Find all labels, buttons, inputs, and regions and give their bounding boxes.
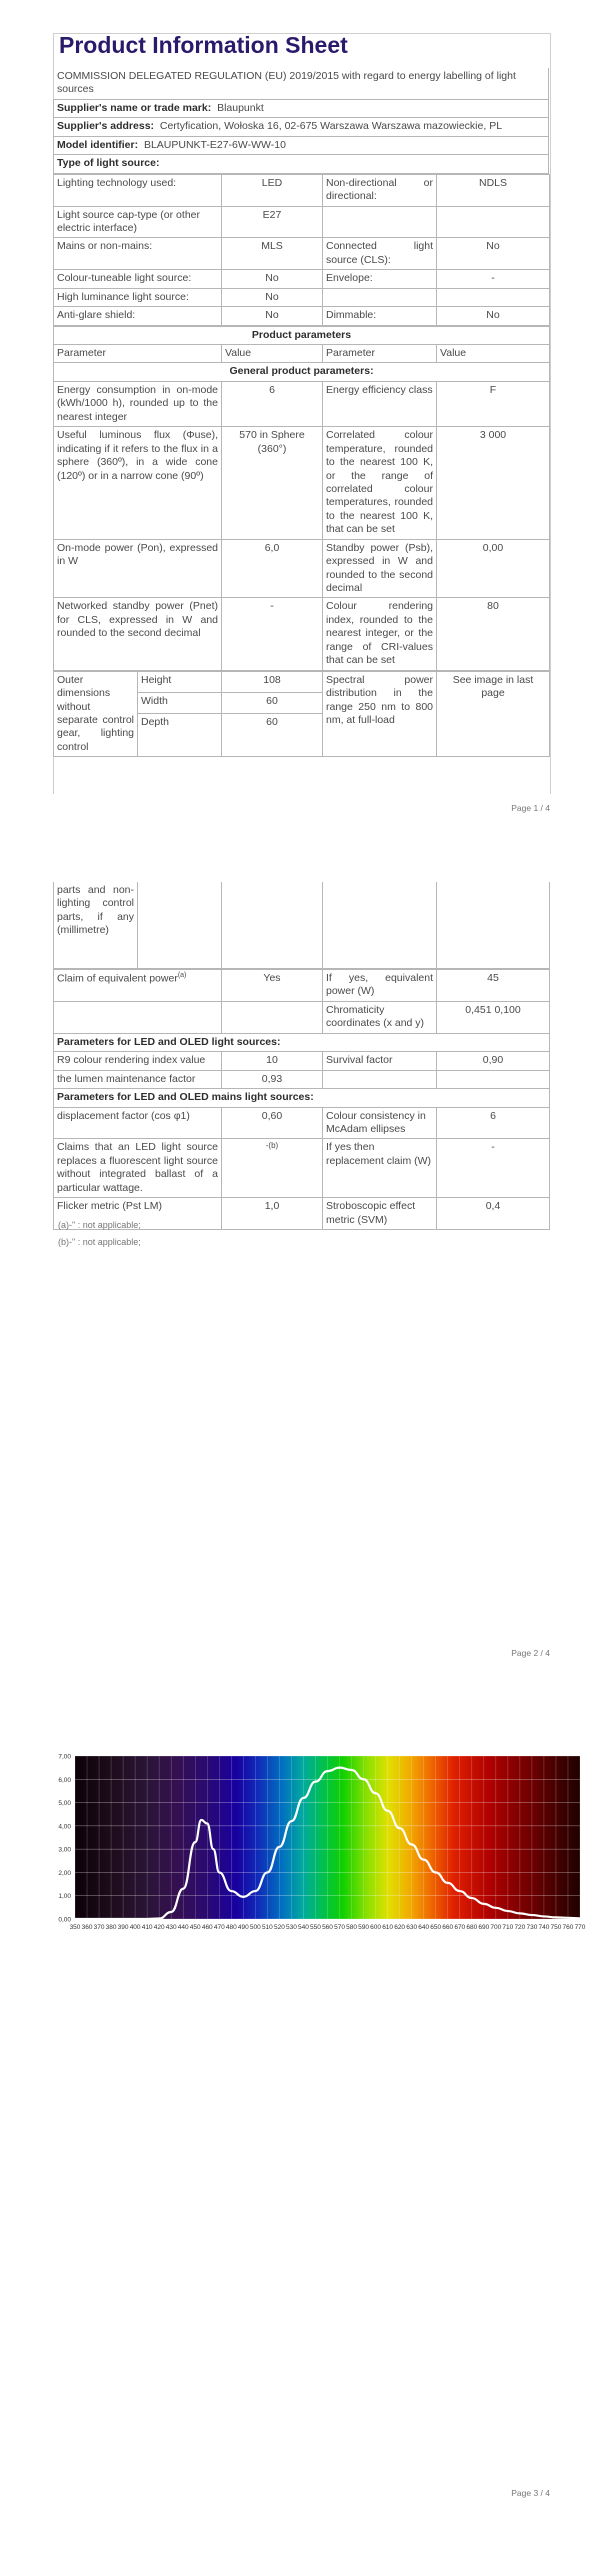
- type-param-label: Mains or non-mains:: [54, 238, 222, 270]
- lumen-maintenance-value: 0,93: [222, 1070, 323, 1088]
- product-parameters-table: [53, 326, 550, 671]
- model-label: Model identifier:: [57, 138, 139, 151]
- page-number: Page 1 / 4: [511, 803, 550, 813]
- mains-parameters-heading: Parameters for LED and OLED mains light sources:: [54, 1089, 550, 1107]
- x-tick-label: 420: [153, 1924, 165, 1931]
- supplier-row: [54, 99, 549, 117]
- claim-equivalent-text: Claim of equivalent power: [57, 972, 178, 985]
- claim-equivalent-value: Yes: [222, 970, 323, 1002]
- model-row: [54, 136, 549, 154]
- type-param-value-2: NDLS: [437, 174, 550, 206]
- page-number: Page 3 / 4: [511, 2488, 550, 2498]
- dim-height-label: Height: [138, 671, 222, 692]
- type-param-value-2: No: [437, 238, 550, 270]
- y-tick-label: 7,00: [58, 1753, 71, 1761]
- empty-cell: [138, 882, 222, 969]
- empty-cell: [437, 882, 550, 969]
- displacement-factor-value: 0,60: [222, 1107, 323, 1139]
- outer-dimensions-continued: parts and non-lighting control parts, if any (millimetre): [54, 882, 138, 969]
- x-tick-label: 450: [189, 1924, 201, 1931]
- dim-height-value: 108: [222, 671, 323, 692]
- flicker-value: 1,0: [222, 1198, 323, 1230]
- x-tick-label: 380: [105, 1924, 117, 1931]
- type-param-value-2: [437, 288, 550, 306]
- param-value: -: [222, 598, 323, 670]
- stroboscopic-label: Stroboscopic effect metric (SVM): [323, 1198, 437, 1230]
- param-value-2: 80: [437, 598, 550, 670]
- x-tick-label: 370: [93, 1924, 105, 1931]
- x-tick-label: 530: [285, 1924, 297, 1931]
- col-header-value: Value: [222, 345, 323, 363]
- x-tick-label: 480: [225, 1924, 237, 1931]
- general-parameters-heading: General product parameters:: [54, 363, 550, 381]
- chromaticity-value: 0,451 0,100: [437, 1001, 550, 1033]
- x-tick-label: 360: [81, 1924, 93, 1931]
- x-tick-label: 660: [442, 1924, 454, 1931]
- colour-consistency-value: 6: [437, 1107, 550, 1139]
- x-tick-label: 390: [117, 1924, 129, 1931]
- param-label-2: Colour rendering index, rounded to the nearest integer, or the range of CRI-values that can be set: [323, 598, 437, 670]
- footnote-b: (b)-" : not applicable;: [58, 1237, 141, 1247]
- dim-depth-label: Depth: [138, 714, 222, 757]
- col-header-parameter-2: Parameter: [323, 345, 437, 363]
- x-tick-label: 430: [165, 1924, 177, 1931]
- table-row: [54, 270, 550, 288]
- type-param-label: Anti-glare shield:: [54, 307, 222, 325]
- type-label: Type of light source:: [54, 155, 549, 173]
- continued-block: [53, 882, 549, 1230]
- col-header-parameter: Parameter: [54, 345, 222, 363]
- type-param-value: MLS: [222, 238, 323, 270]
- regulation-text: COMMISSION DELEGATED REGULATION (EU) 2019/2015 with regard to energy labelling of light sources: [54, 68, 549, 99]
- type-param-value-2: No: [437, 307, 550, 325]
- x-tick-label: 490: [237, 1924, 249, 1931]
- x-tick-label: 570: [334, 1924, 345, 1931]
- x-tick-label: 460: [201, 1924, 213, 1931]
- r9-label: R9 colour rendering index value: [54, 1052, 222, 1070]
- type-param-label-2: [323, 288, 437, 306]
- param-value-2: 0,00: [437, 539, 550, 598]
- type-param-value: No: [222, 288, 323, 306]
- chromaticity-label: Chromaticity coordinates (x and y): [323, 1001, 437, 1033]
- y-tick-label: 1,00: [58, 1893, 71, 1901]
- y-tick-label: 3,00: [58, 1846, 71, 1854]
- x-tick-label: 520: [273, 1924, 285, 1931]
- table-row: [54, 381, 550, 426]
- x-tick-label: 510: [261, 1924, 273, 1931]
- x-tick-label: 630: [406, 1924, 418, 1931]
- spd-label: Spectral power distribution in the range 250 nm to 800 nm, at full-load: [323, 671, 437, 757]
- page-3: [0, 1700, 603, 2560]
- replacement-claim-label: If yes then replacement claim (W): [323, 1139, 437, 1198]
- param-value-2: F: [437, 381, 550, 426]
- y-tick-label: 4,00: [58, 1823, 71, 1831]
- stroboscopic-value: 0,4: [437, 1198, 550, 1230]
- empty-cell: [323, 1070, 437, 1088]
- y-tick-label: 0,00: [58, 1916, 71, 1924]
- type-param-value-2: [437, 206, 550, 238]
- x-tick-label: 640: [418, 1924, 430, 1931]
- x-tick-label: 730: [526, 1924, 538, 1931]
- equivalent-power-table: [53, 969, 550, 1230]
- model-value: BLAUPUNKT-E27-6W-WW-10: [143, 138, 286, 151]
- empty-cell: [222, 1001, 323, 1033]
- x-tick-label: 680: [466, 1924, 478, 1931]
- replacement-claim-value: -: [437, 1139, 550, 1198]
- param-label: Energy consumption in on-mode (kWh/1000 h), rounded up to the nearest integer: [54, 381, 222, 426]
- address-value: Certyfication, Wołoska 16, 02-675 Warszawa Warszawa mazowieckie, PL: [159, 120, 503, 133]
- type-param-value: No: [222, 307, 323, 325]
- x-tick-label: 760: [562, 1924, 574, 1931]
- type-param-label: Lighting technology used:: [54, 174, 222, 206]
- x-tick-label: 720: [514, 1924, 526, 1931]
- dim-width-label: Width: [138, 692, 222, 713]
- param-label-2: Energy efficiency class: [323, 381, 437, 426]
- r9-value: 10: [222, 1052, 323, 1070]
- x-tick-label: 580: [346, 1924, 357, 1931]
- displacement-factor-label: displacement factor (cos φ1): [54, 1107, 222, 1139]
- header-block: [53, 68, 549, 757]
- survival-factor-value: 0,90: [437, 1052, 550, 1070]
- footnote-a: (a)-" : not applicable;: [58, 1220, 141, 1230]
- address-label: Supplier's address:: [57, 120, 155, 133]
- spd-value: See image in last page: [437, 671, 550, 757]
- continued-table: [53, 882, 550, 969]
- x-tick-label: 350: [69, 1924, 81, 1931]
- type-param-label-2: Envelope:: [323, 270, 437, 288]
- fluorescent-claim-label: Claims that an LED light source replaces a fluorescent light source without integrated ballast of a particular wattage.: [54, 1139, 222, 1198]
- flicker-label: Flicker metric (Pst LM): [54, 1198, 222, 1230]
- type-param-value: No: [222, 270, 323, 288]
- page-number: Page 2 / 4: [511, 1648, 550, 1658]
- table-row: [54, 539, 550, 598]
- spectral-power-chart: [40, 1740, 600, 1980]
- x-tick-label: 690: [478, 1924, 490, 1931]
- x-tick-label: 700: [490, 1924, 502, 1931]
- x-tick-label: 670: [454, 1924, 466, 1931]
- y-tick-label: 2,00: [58, 1869, 71, 1877]
- empty-cell: [222, 882, 323, 969]
- address-row: [54, 118, 549, 136]
- outer-dimensions-label: Outer dimensions without separate control gear, lighting control: [54, 671, 138, 757]
- table-row: [54, 427, 550, 540]
- col-header-value-2: Value: [437, 345, 550, 363]
- x-tick-label: 770: [574, 1924, 586, 1931]
- y-axis-ticks: [58, 1754, 71, 1924]
- fluorescent-claim-value: -(b): [222, 1139, 323, 1198]
- dim-depth-value: 60: [222, 714, 323, 757]
- equivalent-power-value: 45: [437, 970, 550, 1002]
- x-tick-label: 740: [538, 1924, 550, 1931]
- param-label: Networked standby power (Pnet) for CLS, expressed in W and rounded to the second decimal: [54, 598, 222, 670]
- lumen-maintenance-label: the lumen maintenance factor: [54, 1070, 222, 1088]
- x-tick-label: 620: [394, 1924, 406, 1931]
- x-tick-label: 440: [177, 1924, 189, 1931]
- page-2: [0, 870, 603, 1670]
- x-tick-label: 470: [213, 1924, 225, 1931]
- param-label: On-mode power (Pon), expressed in W: [54, 539, 222, 598]
- table-row: [54, 174, 550, 206]
- x-tick-label: 540: [298, 1924, 309, 1931]
- type-param-label-2: Non-directional or directional:: [323, 174, 437, 206]
- claim-footnote-mark: (a): [177, 972, 187, 979]
- supplier-label: Supplier's name or trade mark:: [57, 101, 212, 114]
- led-parameters-heading: Parameters for LED and OLED light sources:: [54, 1033, 550, 1051]
- survival-factor-label: Survival factor: [323, 1052, 437, 1070]
- y-tick-label: 5,00: [58, 1800, 71, 1808]
- type-param-value-2: -: [437, 270, 550, 288]
- param-label-2: Standby power (Psb), expressed in W and rounded to the second decimal: [323, 539, 437, 598]
- x-tick-label: 500: [249, 1924, 261, 1931]
- x-tick-label: 550: [310, 1924, 321, 1931]
- x-tick-label: 600: [370, 1924, 382, 1931]
- empty-cell: [54, 1001, 222, 1033]
- dim-width-value: 60: [222, 692, 323, 713]
- type-param-label: Light source cap-type (or other electric interface): [54, 206, 222, 238]
- param-label-2: Correlated colour temperature, rounded to the nearest 100 K, or the range of correlated colour temperatures, rounded to the nearest 100 K, that can be set: [323, 427, 437, 540]
- x-tick-label: 710: [502, 1924, 514, 1931]
- type-param-label: Colour-tuneable light source:: [54, 270, 222, 288]
- colour-consistency-label: Colour consistency in McAdam ellipses: [323, 1107, 437, 1139]
- x-tick-label: 560: [322, 1924, 333, 1931]
- empty-cell: [437, 1070, 550, 1088]
- x-tick-label: 590: [358, 1924, 370, 1931]
- param-value: 6: [222, 381, 323, 426]
- type-param-label-2: Dimmable:: [323, 307, 437, 325]
- type-param-label: High luminance light source:: [54, 288, 222, 306]
- param-value: 570 in Sphere (360°): [222, 427, 323, 540]
- type-param-value: LED: [222, 174, 323, 206]
- empty-cell: [323, 882, 437, 969]
- x-tick-label: 410: [141, 1924, 153, 1931]
- table-row: [54, 206, 550, 238]
- product-parameters-heading: Product parameters: [54, 326, 550, 344]
- table-row: [54, 288, 550, 306]
- claim-equivalent-label: [54, 970, 222, 1002]
- x-tick-label: 650: [430, 1924, 442, 1931]
- table-row: [54, 307, 550, 325]
- light-source-type-table: [53, 174, 550, 326]
- table-row: [54, 238, 550, 270]
- param-value: 6,0: [222, 539, 323, 598]
- page-1: [0, 0, 603, 820]
- type-param-label-2: Connected light source (CLS):: [323, 238, 437, 270]
- table-row: [54, 598, 550, 670]
- supplier-value: Blaupunkt: [217, 101, 264, 114]
- page-title: Product Information Sheet: [59, 32, 348, 58]
- param-value-2: 3 000: [437, 427, 550, 540]
- y-tick-label: 6,00: [58, 1776, 71, 1784]
- x-axis-ticks: [70, 1924, 586, 1931]
- x-tick-label: 400: [129, 1924, 141, 1931]
- dimensions-table: [53, 671, 550, 758]
- x-tick-label: 750: [550, 1924, 562, 1931]
- equivalent-power-label: If yes, equivalent power (W): [323, 970, 437, 1002]
- type-param-label-2: [323, 206, 437, 238]
- x-tick-label: 610: [382, 1924, 394, 1931]
- type-param-value: E27: [222, 206, 323, 238]
- param-label: Useful luminous flux (Φuse), indicating if it refers to the flux in a sphere (360º), in a wide cone (120º) or in a narrow cone (90º): [54, 427, 222, 540]
